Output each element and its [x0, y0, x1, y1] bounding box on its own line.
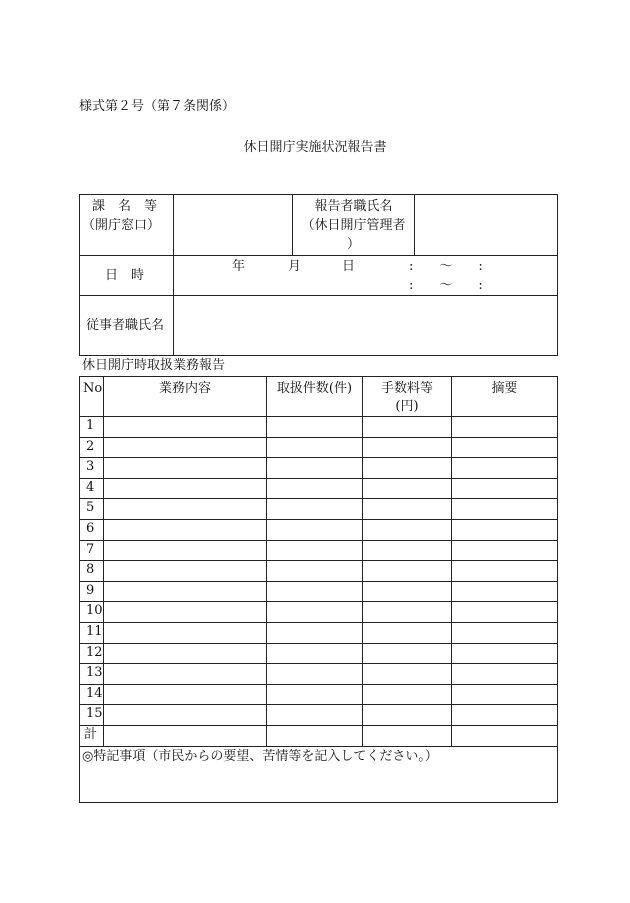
cell-content[interactable] [104, 623, 266, 643]
row-number: 11 [86, 624, 103, 639]
cell-note[interactable] [452, 438, 557, 458]
cell-content[interactable] [104, 664, 266, 684]
cell-fee[interactable] [363, 582, 451, 602]
row-line [79, 725, 558, 726]
cell-note[interactable] [452, 685, 557, 705]
header-line-right [557, 194, 558, 356]
reporter-value-cell[interactable] [415, 196, 557, 254]
cell-fee[interactable] [363, 458, 451, 478]
cell-content[interactable] [104, 705, 266, 725]
cell-note[interactable] [452, 499, 557, 519]
cell-count[interactable] [267, 685, 362, 705]
col-header-content: 業務内容 [158, 381, 211, 396]
business-line-total-bottom [79, 746, 558, 747]
cell-count[interactable] [267, 458, 362, 478]
header-line-2 [79, 295, 558, 296]
time-range-2[interactable]: : 〜 : [409, 278, 483, 293]
reporter-label-line2: （休日開庁管理者 [301, 218, 406, 233]
cell-fee[interactable] [363, 479, 451, 499]
cell-note[interactable] [452, 479, 557, 499]
cell-fee[interactable] [363, 602, 451, 622]
col-header-no: No [83, 381, 103, 396]
cell-fee[interactable] [363, 541, 451, 561]
cell-content[interactable] [104, 417, 266, 437]
document-title: 休日開庁実施状況報告書 [243, 140, 387, 155]
row-number: 13 [86, 665, 103, 680]
cell-count[interactable] [267, 664, 362, 684]
cell-fee[interactable] [363, 644, 451, 664]
cell-note[interactable] [452, 582, 557, 602]
reporter-label-line3: ） [346, 237, 360, 252]
cell-count[interactable] [267, 561, 362, 581]
form-id: 様式第２号（第７条関係） [79, 99, 236, 114]
cell-fee[interactable] [363, 664, 451, 684]
total-label: 計 [84, 727, 98, 742]
header-line-1 [79, 255, 558, 256]
cell-count[interactable] [267, 623, 362, 643]
row-number: 9 [86, 583, 95, 598]
cell-fee[interactable] [363, 561, 451, 581]
cell-note[interactable] [452, 664, 557, 684]
cell-content[interactable] [104, 479, 266, 499]
cell-content[interactable] [104, 541, 266, 561]
cell-fee[interactable] [363, 705, 451, 725]
cell-count[interactable] [267, 479, 362, 499]
remarks-label: ◎特記事項（市民からの要望、苦情等を記入してください。） [82, 749, 438, 764]
business-table-caption: 休日開庁時取扱業務報告 [82, 358, 226, 373]
section-label-line2: （開庁窓口） [82, 218, 161, 233]
staff-value-cell[interactable] [174, 297, 557, 354]
header-line-top [79, 194, 558, 195]
row-number: 15 [86, 706, 103, 721]
cell-note[interactable] [452, 561, 557, 581]
remarks-area[interactable] [80, 768, 557, 802]
row-number: 4 [86, 480, 95, 495]
cell-note[interactable] [452, 644, 557, 664]
date-day: 日 [342, 259, 356, 274]
row-number: 1 [86, 418, 95, 433]
cell-fee[interactable] [363, 499, 451, 519]
business-line-top [79, 376, 558, 377]
header-line-left [79, 194, 80, 356]
staff-label: 従事者職氏名 [86, 318, 165, 333]
business-line-right [557, 376, 558, 803]
cell-fee[interactable] [363, 520, 451, 540]
row-number: 2 [86, 439, 95, 454]
cell-count[interactable] [267, 438, 362, 458]
cell-fee[interactable] [363, 685, 451, 705]
cell-note[interactable] [452, 541, 557, 561]
cell-count[interactable] [267, 602, 362, 622]
cell-count[interactable] [267, 417, 362, 437]
cell-content[interactable] [104, 685, 266, 705]
business-line-bottom [79, 802, 558, 803]
row-number: 8 [86, 562, 95, 577]
cell-fee[interactable] [363, 623, 451, 643]
cell-content[interactable] [104, 644, 266, 664]
cell-content[interactable] [104, 582, 266, 602]
row-number: 3 [86, 459, 95, 474]
cell-content[interactable] [104, 520, 266, 540]
cell-content[interactable] [104, 438, 266, 458]
row-number: 10 [86, 603, 103, 618]
date-year: 年 [232, 259, 246, 274]
col-header-fee-line1: 手数料等 [380, 381, 433, 396]
cell-content[interactable] [104, 458, 266, 478]
row-number: 5 [86, 500, 95, 515]
business-line-left [79, 376, 80, 803]
cell-count[interactable] [267, 644, 362, 664]
col-header-note: 摘要 [491, 381, 518, 396]
cell-count[interactable] [267, 541, 362, 561]
cell-count[interactable] [267, 499, 362, 519]
cell-note[interactable] [452, 520, 557, 540]
col-header-count: 取扱件数(件) [276, 381, 353, 396]
row-number: 12 [86, 645, 103, 660]
cell-fee[interactable] [363, 438, 451, 458]
cell-note[interactable] [452, 623, 557, 643]
date-month: 月 [288, 259, 302, 274]
datetime-label: 日 時 [105, 268, 145, 283]
cell-note[interactable] [452, 417, 557, 437]
section-label-line1: 課 名 等 [92, 199, 158, 214]
reporter-label-line1: 報告者職氏名 [314, 199, 393, 214]
time-range-1[interactable]: : 〜 : [409, 259, 483, 274]
cell-content[interactable] [104, 602, 266, 622]
row-number: 6 [86, 521, 95, 536]
header-line-bottom [79, 355, 558, 356]
row-number: 7 [86, 542, 95, 557]
row-number: 14 [86, 686, 103, 701]
cell-content[interactable] [104, 499, 266, 519]
cell-count[interactable] [267, 582, 362, 602]
cell-note[interactable] [452, 602, 557, 622]
cell-content[interactable] [104, 561, 266, 581]
cell-count[interactable] [267, 705, 362, 725]
cell-fee[interactable] [363, 417, 451, 437]
section-value-cell[interactable] [174, 196, 292, 254]
col-header-fee-line2: (円) [395, 399, 419, 414]
cell-count[interactable] [267, 520, 362, 540]
cell-note[interactable] [452, 705, 557, 725]
cell-note[interactable] [452, 458, 557, 478]
